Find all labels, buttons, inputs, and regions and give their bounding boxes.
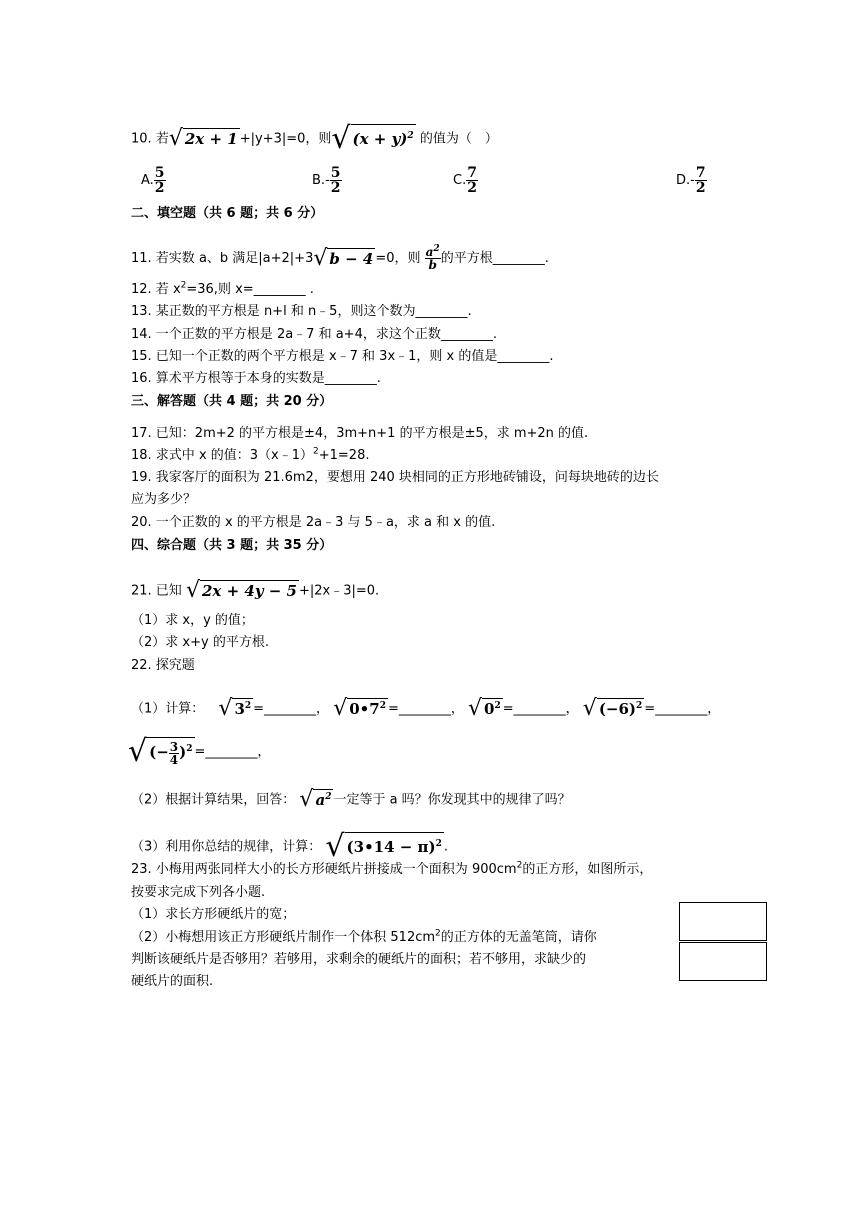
question-19-line-1: 19. 我家客厅的面积为 21.6m2，要想用 240 块相同的正方形地砖铺设，问每块地砖的边长	[131, 470, 659, 485]
question-16: 16. 算术平方根等于本身的实数是________.	[131, 371, 381, 386]
section-4-heading: 四、综合题（共 3 题；共 35 分）	[131, 538, 333, 553]
question-23-part-1: （1）求长方形硬纸片的宽；	[131, 907, 296, 922]
question-19-line-2: 应为多少？	[131, 492, 197, 507]
q10-option-b: B.- $\frac{5}{2}$	[312, 165, 341, 196]
question-22-part-1-cont: √ (− $\frac{3}{4}$ )$^2$ =________，	[128, 734, 271, 769]
question-11: 11. 若实数 a、b 满足|a+2|+3 √ b − 4 =0，则 $\frac{a^2}{b}$ 的平方根________.	[131, 244, 549, 272]
q10-suffix: 的值为（ ）	[419, 131, 498, 147]
question-23-part-2: （2）小梅想用该正方形硬纸片制作一个体积 $512cm^2$的正方体的无盖笔筒，请你	[131, 928, 597, 945]
q10-middle: +|y+3|=0，则	[239, 131, 332, 147]
q10-option-c: C. $\frac{7}{2}$	[453, 165, 477, 196]
q10-radical-1: √ 2x + 1	[168, 126, 238, 151]
question-17: 17. 已知：2m+2 的平方根是±4，3m+n+1 的平方根是±5，求 m+2n 的值.	[131, 426, 589, 441]
q10-number: 10.	[131, 131, 152, 147]
section-2-heading: 二、填空题（共 6 题；共 6 分）	[131, 206, 324, 221]
q10-prefix: 若	[155, 131, 169, 147]
question-23-line-2: 按要求完成下列各小题.	[131, 885, 266, 900]
question-18: 18. 求式中 x 的值：3（x﹣1）$^2$+1=28.	[131, 446, 370, 463]
question-22-part-2: （2）根据计算结果，回答： √ $a^2$ 一定等于 a 吗？你发现其中的规律了吗？	[131, 787, 571, 812]
question-10	[131, 121, 498, 156]
rectangle-figure	[679, 902, 767, 983]
q10-radical-2: √ $(x + y)^2$	[331, 121, 414, 156]
question-14: 14. 一个正数的平方根是 2a﹣7 和 a+4，求这个正数________.	[131, 327, 497, 342]
q10-option-a: A. $\frac{5}{2}$	[141, 165, 165, 196]
question-21-part-2: （2）求 x+y 的平方根.	[131, 635, 269, 650]
question-23-line-1: 23. 小梅用两张同样大小的长方形硬纸片拼接成一个面积为 $900cm^2$的正方形，如图所示，	[131, 860, 653, 877]
question-20: 20. 一个正数的 x 的平方根是 2a﹣3 与 5﹣a，求 a 和 x 的值.	[131, 515, 496, 530]
question-15: 15. 已知一个正数的两个平方根是 x﹣7 和 3x﹣1，则 x 的值是________.	[131, 349, 554, 364]
section-3-heading: 三、解答题（共 4 题；共 20 分）	[131, 394, 333, 409]
q10-option-d: D.- $\frac{7}{2}$	[676, 165, 706, 196]
question-23-part-2-line-2: 判断该硬纸片是否够用？若够用，求剩余的硬纸片的面积；若不够用，求缺少的	[131, 952, 587, 967]
question-23-part-2-line-3: 硬纸片的面积.	[131, 974, 214, 989]
rectangle-top	[679, 902, 767, 941]
question-22-title: 22. 探究题	[131, 658, 195, 673]
question-22-part-3: （3）利用你总结的规律，计算： √ (3•14 − π)$^2$ .	[131, 829, 449, 864]
question-12: 12. 若 $x^2=36$,则 x=________ .	[131, 280, 314, 297]
question-22-part-1: （1）计算： √ $3^2$ =________， √ $0•7^2$ =________， √ $0^2$ =________， √ $(-6)^2$ =________，	[131, 696, 721, 721]
question-13: 13. 某正数的平方根是 n+l 和 n﹣5，则这个数为________.	[131, 304, 472, 319]
question-21-part-1: （1）求 x，y 的值；	[131, 613, 254, 628]
rectangle-bottom	[679, 942, 767, 981]
question-21: 21. 已知 √ 2x + 4y − 5 +|2x﹣3|=0.	[131, 578, 380, 603]
